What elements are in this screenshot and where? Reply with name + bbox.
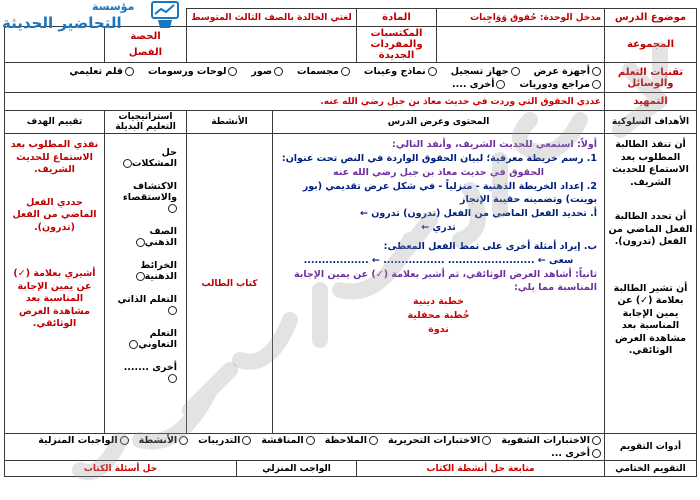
activities-cell: كتاب الطالب (187, 134, 273, 434)
content-item2: 2. إعداد الخريطة الذهنية - منزلياً - في شكل عرض تقديمي (بور بوينت) وتضمينه حقيبة الإنجاز (302, 181, 598, 205)
assessment-label: أدوات التقويم (605, 434, 697, 461)
tool-option-label: جهاز تسجيل (450, 65, 509, 77)
content-choice-1: خطبة دينية (413, 296, 465, 307)
radio-circle-icon[interactable] (592, 80, 601, 89)
evaluation-cell (5, 134, 105, 434)
publisher-logo (0, 0, 190, 36)
tool-option-label: لوحات ورسومات (147, 65, 227, 77)
tools-options (5, 63, 605, 93)
tools-label: تقنيات التعلم والوسائل (605, 63, 697, 93)
assessment-option[interactable] (139, 435, 189, 446)
strategy-label: الصف الذهني (144, 226, 177, 248)
class-label: الفصل (128, 46, 163, 58)
tool-option-label: نماذج وعينات (363, 65, 426, 77)
tool-option-label: أجهزة عرض (533, 65, 591, 77)
group-label: المجموعة (605, 27, 697, 63)
assessment-option-label: التدريبات (198, 435, 241, 446)
assessment-option-label: الأنشطة (138, 435, 178, 446)
assessment-options-list (8, 435, 601, 459)
content-a-blank: تدري ← (421, 222, 456, 233)
assessment-options (5, 434, 605, 461)
strategy-label: حل المشكلات (131, 147, 177, 169)
logo-line2: التحاضير الحديثة (2, 14, 122, 32)
radio-circle-icon[interactable] (592, 436, 601, 445)
assessment-option-label: الملاحظة (324, 435, 367, 446)
intro-text: عددي الحقوق التي وردت في حديث معاذ بن جبل رضي الله عنه. (5, 93, 605, 111)
radio-circle-icon[interactable] (592, 449, 601, 458)
radio-circle-icon[interactable] (136, 238, 145, 247)
content-b-line: سعى ← ........................ ................. ← .................. (303, 255, 574, 266)
strategy-item[interactable] (114, 226, 177, 248)
strategy-item[interactable] (114, 362, 177, 384)
content-choice-2: خُطبة محفلية (407, 310, 470, 321)
radio-circle-icon[interactable] (482, 436, 491, 445)
col-strategies: استراتيجيات التعليم البديلة (105, 111, 187, 134)
strategy-label: الاكتشاف والاستقصاء (122, 181, 177, 203)
intro-label: التمهيد (605, 93, 697, 111)
objective-2: أن تحدد الطالبة الفعل الماضي من الفعل (تدرون). (608, 211, 693, 247)
logo-line1: مؤسسة (92, 0, 135, 13)
content-b: ب. إيراد أمثلة أخرى على نمط الفعل المعطى: (383, 241, 598, 252)
tool-option-label: صور (251, 65, 273, 77)
radio-circle-icon[interactable] (168, 204, 177, 213)
col-objectives: الأهداف السلوكية (605, 111, 697, 134)
homework-label: الواجب المنزلي (237, 461, 357, 477)
tools-row2 (8, 79, 601, 90)
radio-circle-icon[interactable] (125, 67, 134, 76)
col-activities: الأنشطة (187, 111, 273, 134)
assessment-option[interactable] (325, 435, 378, 446)
radio-circle-icon[interactable] (129, 340, 138, 349)
strategies-list (108, 147, 183, 384)
tool-option-label: مراجع ودوريات (519, 78, 591, 90)
radio-circle-icon[interactable] (274, 67, 283, 76)
strategy-label: أخرى ....... (123, 362, 177, 373)
tool-option[interactable] (519, 79, 601, 90)
tool-option-label: مجسمات (297, 65, 339, 77)
evaluation-2: حددي الفعل الماضي من الفعل (تدرون). (12, 196, 97, 233)
col-content: المحتوى وعرض الدرس (273, 111, 605, 134)
content-cell (273, 134, 605, 434)
vocab-label: المكتسبات والمفردات الجديدة (357, 27, 437, 63)
homework-value: حل أسئلة الكتاب (5, 461, 237, 477)
evaluation-3: أشيري بعلامة (✓) عن يمين الإجابة المناسبة بعد مشاهدة العرض الوثائقي. (13, 268, 96, 329)
radio-circle-icon[interactable] (341, 67, 350, 76)
radio-circle-icon[interactable] (306, 436, 315, 445)
tool-option[interactable] (451, 66, 520, 77)
radio-circle-icon[interactable] (496, 80, 505, 89)
assessment-option[interactable] (38, 435, 128, 446)
evaluation-1: نفذي المطلوب بعد الاستماع للحديث الشريف. (10, 139, 99, 175)
strategies-cell (105, 134, 187, 434)
radio-circle-icon[interactable] (123, 159, 132, 168)
unit-entry: مدخل الوحدة: حُقوق وَوَاجِبات (437, 9, 605, 27)
radio-circle-icon[interactable] (168, 306, 177, 315)
tool-option-label: قلم تعليمي (69, 65, 123, 77)
tool-option[interactable] (148, 66, 237, 77)
content-intro: أولاً: استمعي للحديث الشريف، وأنفذ التالي: (392, 139, 598, 150)
assessment-option-label: أخرى ... (551, 448, 591, 459)
assessment-option-label: المناقشة (261, 435, 304, 446)
assessment-option[interactable] (551, 448, 601, 459)
final-label: التقويم الختامي (605, 461, 697, 477)
radio-circle-icon[interactable] (120, 436, 129, 445)
content-choice-3: ندوة (428, 324, 449, 335)
tool-option[interactable] (251, 66, 283, 77)
radio-circle-icon[interactable] (428, 67, 437, 76)
radio-circle-icon[interactable] (228, 67, 237, 76)
vocab-value (187, 27, 357, 63)
tools-row1 (8, 66, 601, 77)
assessment-option-label: الاختبارات التحريرية (387, 435, 481, 446)
radio-circle-icon[interactable] (242, 436, 251, 445)
radio-circle-icon[interactable] (369, 436, 378, 445)
content-item1-title: الحقوق في حديث معاذ بن جبل رضي الله عنه (332, 167, 545, 178)
tool-option-label: أخرى .... (452, 78, 495, 90)
lesson-topic-label: موضوع الدرس (605, 9, 697, 27)
objectives-cell (605, 134, 697, 434)
tool-option[interactable] (297, 66, 350, 77)
strategy-item[interactable] (114, 181, 177, 214)
objective-1: أن تنفذ الطالبة المطلوب بعد الاستماع للحديث الشريف. (612, 139, 689, 188)
tool-option[interactable] (69, 66, 134, 77)
assessment-option-label: الاختبارات الشفوية (501, 435, 591, 446)
radio-circle-icon[interactable] (179, 436, 188, 445)
content-a: أ. تحديد الفعل الماضي من الفعل (تدرون) تدرون ← (360, 208, 598, 219)
radio-circle-icon[interactable] (168, 374, 177, 383)
chart-hand-icon (148, 0, 182, 30)
tool-option[interactable] (364, 66, 437, 77)
radio-circle-icon[interactable] (511, 67, 520, 76)
assessment-option[interactable] (198, 435, 251, 446)
strategy-label: التعلم الذاتي (117, 294, 177, 305)
tool-option[interactable] (452, 79, 505, 90)
radio-circle-icon[interactable] (592, 67, 601, 76)
assessment-option[interactable] (501, 435, 601, 446)
final-followup: متابعة حل أنشطة الكتاب (357, 461, 605, 477)
objective-3: أن تشير الطالبة بعلامة (✓) عن يمين الإجابة المناسبة بعد مشاهدة العرض الوثائقي. (613, 282, 688, 356)
assessment-option[interactable] (261, 435, 314, 446)
group-value (437, 27, 605, 63)
radio-circle-icon[interactable] (136, 272, 145, 281)
strategy-label: التعلم التعاوني (138, 328, 177, 350)
strategy-label: الخرائط الذهنية (140, 260, 177, 282)
lesson-plan-table (4, 8, 697, 477)
assessment-option-label: الواجبات المنزلية (38, 435, 118, 446)
period-label: الحصة (130, 30, 161, 42)
strategy-item[interactable] (114, 260, 177, 282)
col-evaluation: تقييم الهدف (5, 111, 105, 134)
strategy-item[interactable] (114, 147, 177, 169)
assessment-option[interactable] (388, 435, 491, 446)
subject-label: المادة (357, 9, 437, 27)
strategy-item[interactable] (114, 328, 177, 350)
content-item1: 1. رسم خريطة معرفية؛ لبيان الحقوق الواردة في النص تحت عنوان: (281, 153, 598, 164)
strategy-item[interactable] (114, 294, 177, 316)
tool-option[interactable] (534, 66, 601, 77)
subject-value: لغتي الخالدة بالصف الثالث المتوسط (187, 9, 357, 27)
content-second: ثانياً: أشاهد العرض الوثائقي، ثم أشير بعلامة (✓) عن يمين الإجابة المناسبة مما يلي: (294, 269, 598, 293)
